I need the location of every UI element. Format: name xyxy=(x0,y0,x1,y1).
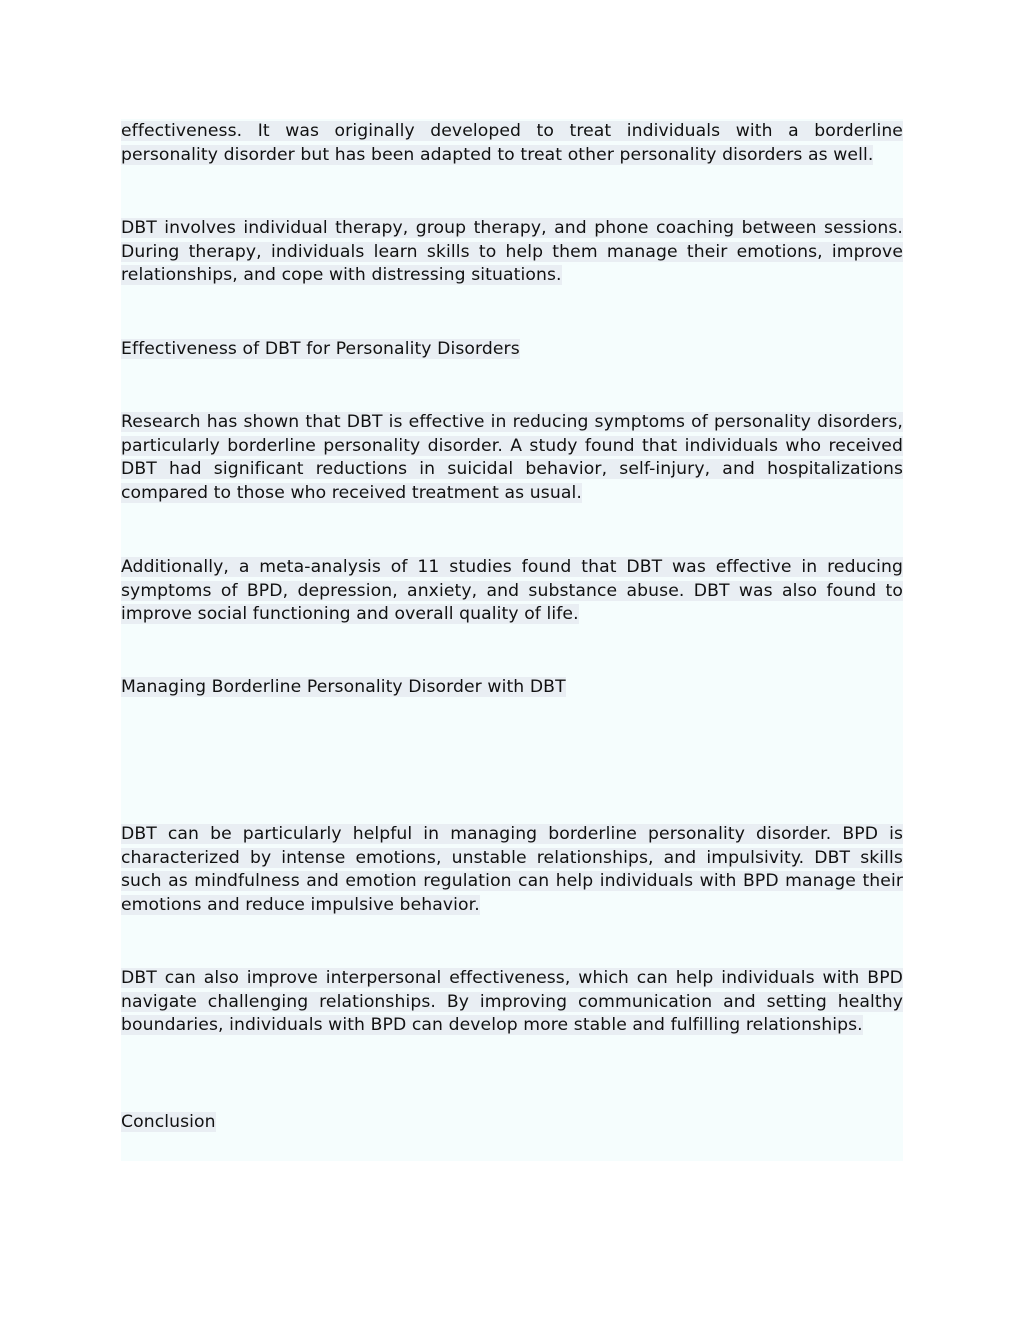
paragraph-text: DBT can also improve interpersonal effectiveness, which can help individuals with BPD navigate challenging relationships. By improving communication and setting healthy boundaries, individuals with BPD can develop more stable and fulfilling relationships. xyxy=(121,968,903,1035)
paragraph-interpersonal xyxy=(121,967,903,1038)
paragraph-text: DBT can be particularly helpful in managing borderline personality disorder. BPD is characterized by intense emotions, unstable relationships, and impulsivity. DBT skills such as mindfulness and emotion regulation can help individuals with BPD manage their emotions and reduce impulsive behavior. xyxy=(121,824,903,915)
heading-text: Conclusion xyxy=(121,1112,216,1132)
paragraph-text: Additionally, a meta-analysis of 11 studies found that DBT was effective in reducing symptoms of BPD, depression, anxiety, and substance abuse. DBT was also found to improve social functioning and overall quality of life. xyxy=(121,557,903,624)
paragraph-dbt-origin xyxy=(121,120,903,167)
paragraph-meta-analysis xyxy=(121,556,903,627)
paragraph-text: Research has shown that DBT is effective in reducing symptoms of personality disorders, particularly borderline personality disorder. A study found that individuals who received DBT had significant reductions in suicidal behavior, self-injury, and hospitalizations compared to those who received treatment as usual. xyxy=(121,412,903,503)
heading-text: Effectiveness of DBT for Personality Disorders xyxy=(121,339,520,359)
section-heading-conclusion xyxy=(121,1111,216,1135)
paragraph-text: effectiveness. It was originally developed to treat individuals with a borderline personality disorder but has been adapted to treat other personality disorders as well. xyxy=(121,121,903,165)
paragraph-dbt-components xyxy=(121,217,903,288)
heading-text: Managing Borderline Personality Disorder with DBT xyxy=(121,677,566,697)
section-heading-managing-bpd xyxy=(121,676,566,700)
paragraph-bpd-helpful xyxy=(121,823,903,917)
section-heading-effectiveness xyxy=(121,338,520,362)
paragraph-research xyxy=(121,411,903,505)
paragraph-text: DBT involves individual therapy, group therapy, and phone coaching between sessions. During therapy, individuals learn skills to help them manage their emotions, improve relationships, and cope with distressing situations. xyxy=(121,218,903,285)
